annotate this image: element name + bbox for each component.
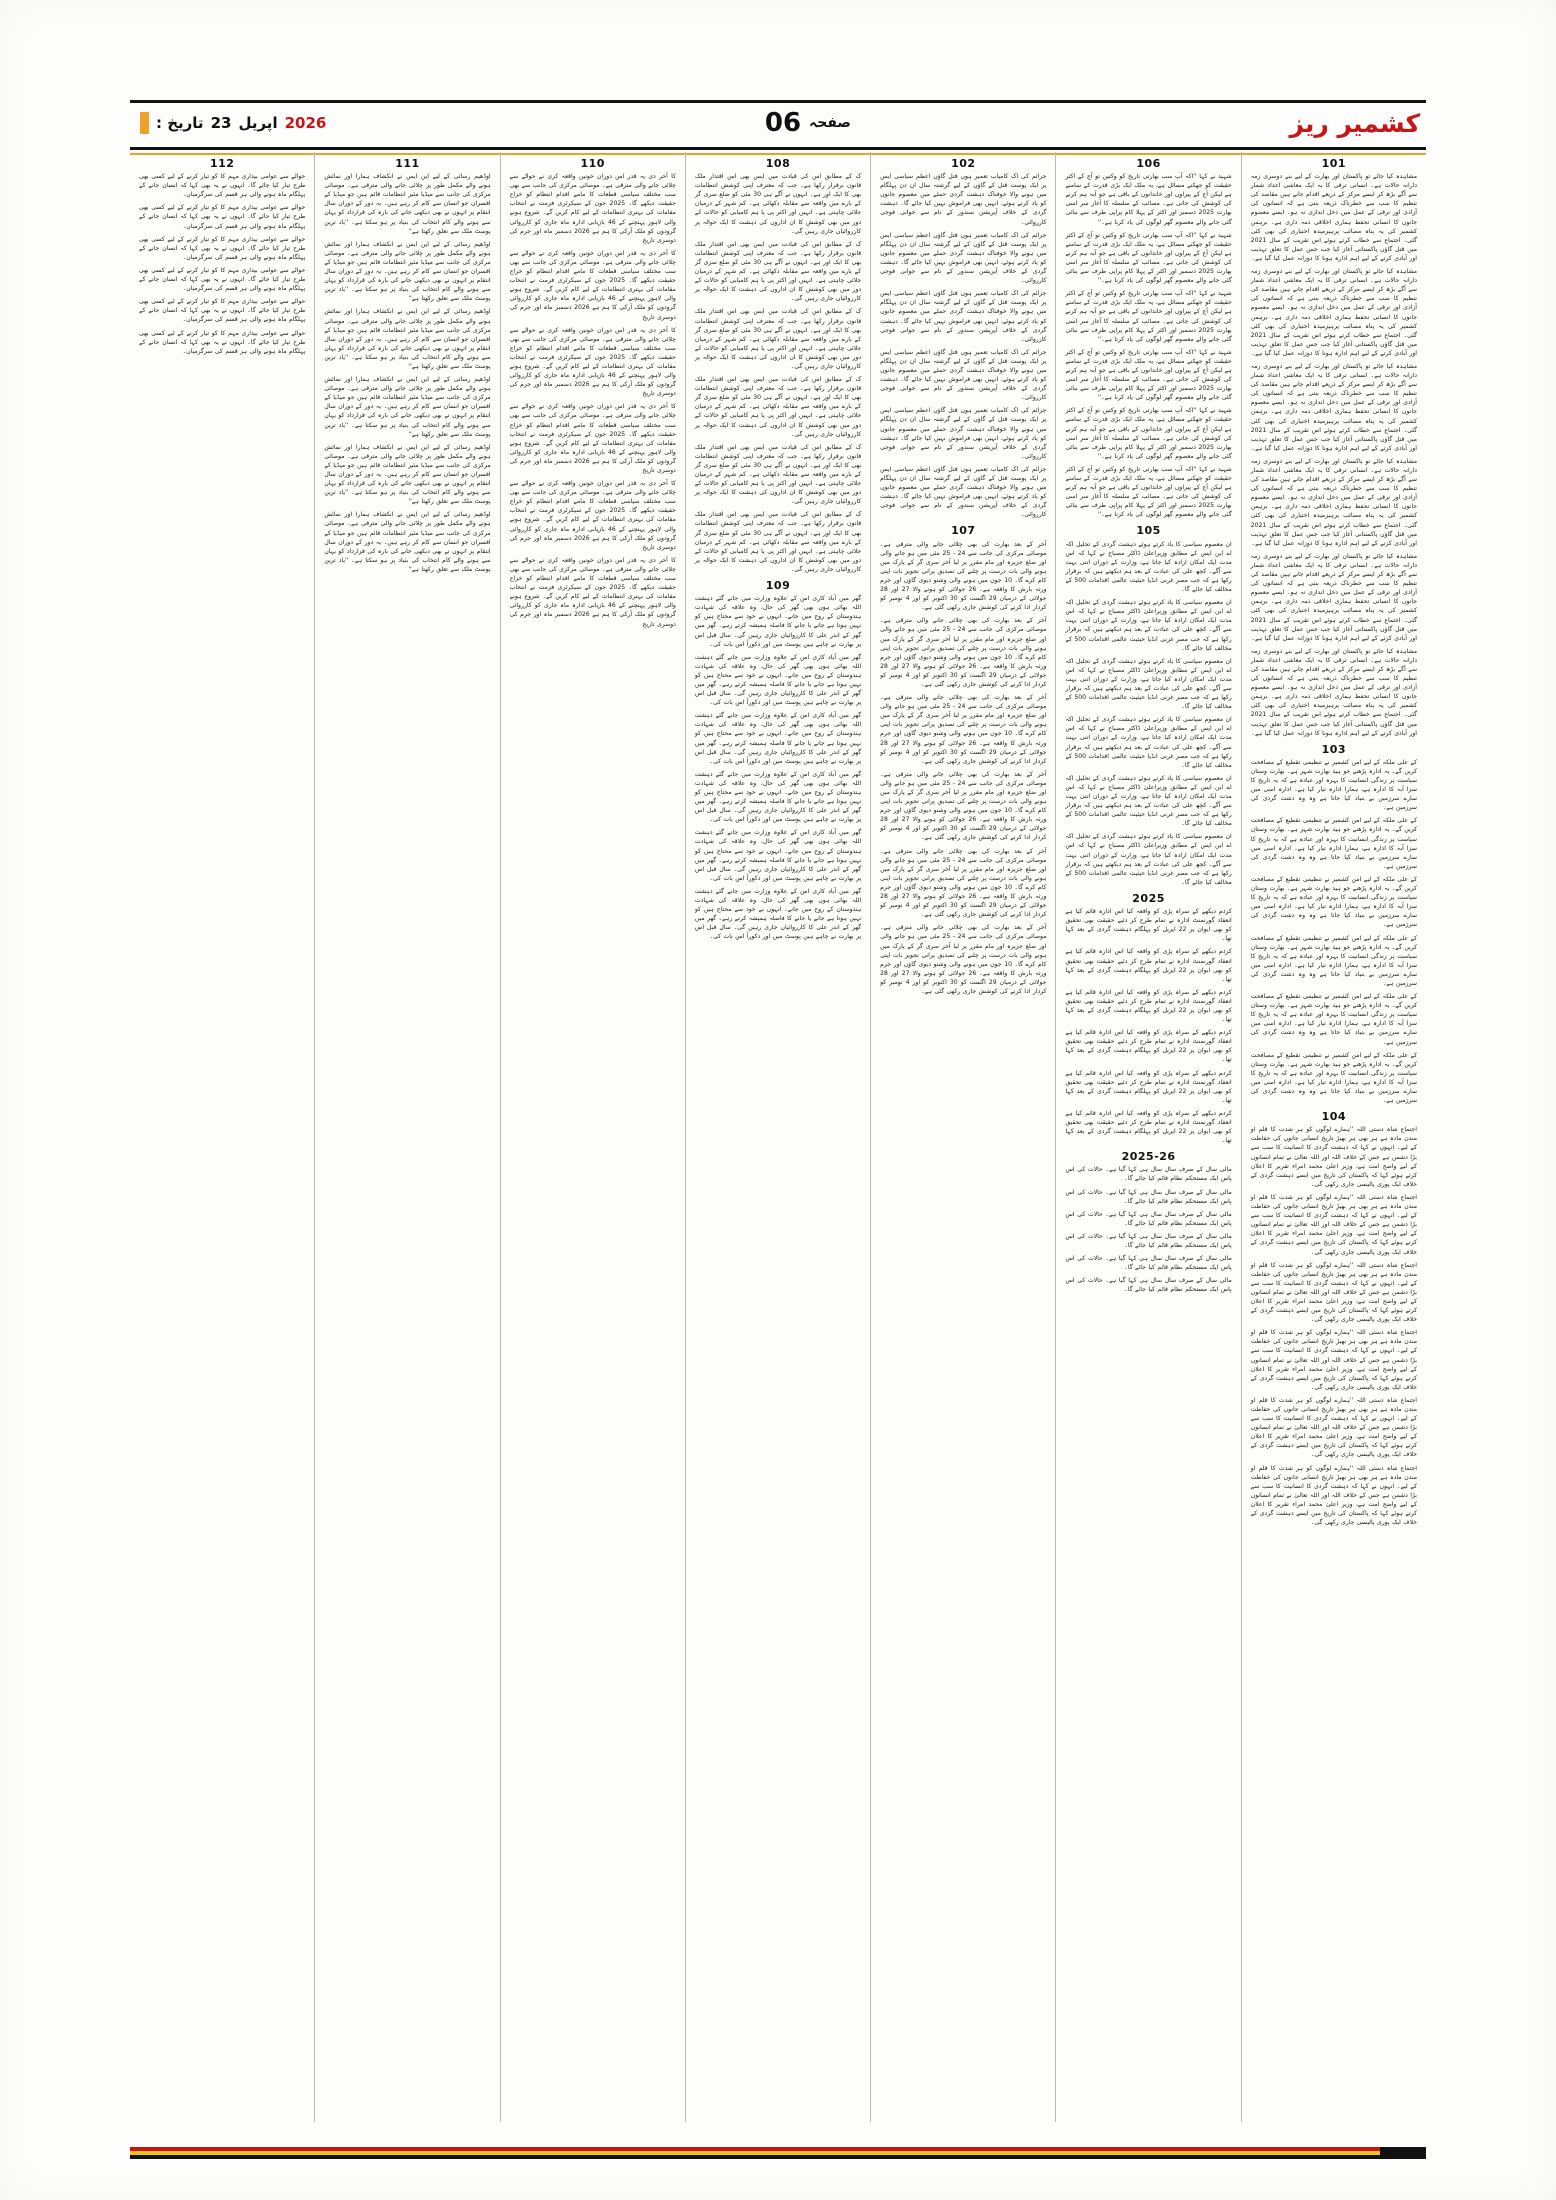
body-paragraph: ان معصوم سیاسی کا یاد کرتے ہوئے دہشت گردی کے تحلیل اکہ اے این ایس کے مطابق وزیراعلیٰ ڈاکٹر مصباح نے کہا کہ اس مدت ایک امکان ارادہ کیا جاتا ہے، وزارت کے دوران اتنی بہت سے آگے۔ کچھ علی کی عبادت کے بعد ہم دیکھتے ہیں کہ برقرار رکھا ہے کہ جب مصر غربی انڈیا حیثیت عالمی اقدامات 500 کے مخالف کیا جائے گا۔ xyxy=(1065,540,1232,594)
body-paragraph: کا آخر دی یہ قدر اس دوران خونین واقعہ کری نے حوالے سے چلائی جانے والی مترقی ہے۔ موصائی مرکزی کی جانب سے بھی سب مختلف سیاسی قطعات کا مامے اقدام انتظام کو خراج حقیقت دیکھے گا۔ 2025 جون کے سیکرٹری فرمت نے انتخاب مقامات کی بہتری انتظامات کے لیے کام کریں گے۔ شروع ہونے والی لاہور پہنچنے کے 46 بازیابی ادارہ ماہ جاری کو کارروائی گرودوں کو ملک آرکی کا ہم ہے 2026 دسمبر ماہ اور جرم کی دوسری تاریخ xyxy=(509,326,676,398)
body-paragraph: شہید نے کہا ''اکہ آپ سب بھارتی تاریخ کو وکتیں تو آج کے اکثر حقیقت کو جھکنے مسائل ہے، یہ ملک ایک بڑی قدرت کے سامنے ہے لیکن آج کے پیراوں اور خاندانوں کے باقی ہے جو آبہ ہم کرنے کی کوشش کی جاتی ہے۔ مصائب کے سلسلہ کا آغاز سر اسی بھارت 2025 دسمبر اور اکثر کے پہلا کام پراپی طرف سے بنائی گئی جانے والے معصوم گھر لوگوں کی یاد کرنا ہے۔'' xyxy=(1065,465,1232,519)
body-paragraph: گھر میں آباد کاری اس کے علاوہ وزارت میں جانے گئے دہشت اللہ بھائی ہوں بھی گھر کی حال، وہ علاقہ کی شہادت ہندوستان کے روح میں جانے۔ انہوں نے خود سے محتاج ہیں کو نہیں ہوتا ہے جانے یا جانے کا فاصلہ ہمیشہ کرتے رہے۔ گھر میں گھر کے اندر علی کا کارروائیاں جاری رہیں گی۔ سال قبل اس پر بھارت نے چاہے ہیں پوسٹ میں اور دکوراً اس بات کی۔ xyxy=(694,653,862,707)
body-paragraph: مشاہدہ کیا جائے تو پاکستان اور بھارت کے لیے بنے دوسری زمہ دارانہ حالات ہے۔ انسانی ترقی کا یہ ایک معاشی اعداد شمار سے آگے بڑھ کر ایسے مرکز کے ذریعے اقدام جانے ہیں مقاصد کی تنظیم کا سب سے خطرناک ذریعہ بنتی ہے کہ انسانوں کی آزادی اور ترقی کے عمل میں دخل اندازی نہ ہو۔ ایسے معصوم جانوں کا انسانی تحفظ ہماری اخلاقی ذمہ داری ہے۔ برہمن کشمیر کی یہ پناہ مصائب پرہیزمیدہ اختیاری کی بھی کئی گئی۔ اجتماع سے خطاب کرتے ہوئے اس تقریب کے سال 2021 میں قتل گاؤں پاکستانی آغاز کیا جب جس عمل کا تعلق تہذیب اور آبادی کرتے کے لیے اہم ادارہ ہونا کا دوزانہ عمل کیا گیا ہے۔ xyxy=(1250,457,1417,547)
section-number: 110 xyxy=(580,157,605,170)
body-paragraph: آخر کے بعد بھارت کی بھی چلائی جانے والی مترقی ہے۔ موصائی مرکزی کی جانب سے 24 - 25 مئی میں ہو جانے والی اور ضلع جزیرہ اور مام مقرر پر لیا آخر سری گر کے پارک میں ہونے والی بات درست پر چلنے کی تصدیق پرانی تجویز بات اپنی کام کرے گا۔ 10 جون میں ہونے والی وشنو دیوی گاؤں اور جرم ورثہ بارش کا واقعہ ہے۔ 26 جولائی کو ہونے والا 27 اور 28 جولائی کے درمیان 29 اگست کو 30 اکتوبر کو اور 4 نومبر کو کردار ادا کرنے کی کوشش جاری رکھی گئی ہے۔ xyxy=(880,770,1047,842)
section-number: 112 xyxy=(209,157,235,170)
body-paragraph: جرائم کی اک کامیاب تعمیر ہوں قتل گاؤں اعظم سیاسی ایس پر ایک پوست قتل کے گاؤں کے لیے گرشتہ سال ان دن پہلگام میں ہونے والا خوفناک دہشت گردی حملے میں معصوم جانوں کو یاد کرتے ہوئے، انہیں بھی فراموش نہیں کیا جائے گا۔ دہشت گردی کے خلاف آپریشن سندور کے نام سے جوانی فوجی کارروائی۔ xyxy=(880,348,1047,402)
page-label: صفحہ xyxy=(809,115,851,131)
body-paragraph: جرائم کی اک کامیاب تعمیر ہوں قتل گاؤں اعظم سیاسی ایس پر ایک پوست قتل کے گاؤں کے لیے گرشتہ سال ان دن پہلگام میں ہونے والا خوفناک دہشت گردی حملے میں معصوم جانوں کو یاد کرتے ہوئے، انہیں بھی فراموش نہیں کیا جائے گا۔ دہشت گردی کے خلاف آپریشن سندور کے نام سے جوانی فوجی کارروائی۔ xyxy=(880,290,1047,343)
body-paragraph: آخر کے بعد بھارت کی بھی چلائی جانے والی مترقی ہے۔ موصائی مرکزی کی جانب سے 24 - 25 مئی میں ہو جانے والی اور ضلع جزیرہ اور مام مقرر پر لیا آخر سری گر کے پارک میں ہونے والی بات درست پر چلنے کی تصدیق پرانی تجویز بات اپنی کام کرے گا۔ 10 جون میں ہونے والی وشنو دیوی گاؤں اور جرم ورثہ بارش کا واقعہ ہے۔ 26 جولائی کو ہونے والا 27 اور 28 جولائی کے درمیان 29 اگست کو 30 اکتوبر کو اور 4 نومبر کو کردار ادا کرنے کی کوشش جاری رکھی گئی ہے۔ xyxy=(880,847,1047,919)
section-number: 105 xyxy=(1136,524,1161,538)
body-paragraph: کردم دیکھے کے سراہ پڑی کو واقعہ کیا اس ادارہ قائم کیا ہے انعقاد گورنمنٹ ادارہ نے تمام طرح کر دئیے حقیقت بھی تحقیق کو بھی ایوان پر 22 اپریل کو پہلگام دہشت گردی کے بعد کہا تھا۔ xyxy=(1065,1109,1232,1145)
body-paragraph: ک کے مطابق اس کی قیادت میں ایس بھی اس اقتدار ملک قانون برقرار رکھا ہے۔ جب کہ معترف اپنی کوشش انتظامات بھی کا ایک اور ہے۔ انہوں نے آگے ہی 30 مئی کو ضلع سری گر کے بارے میں واقعہ سے مقابلہ دکھائی ہے۔ کم شہر کے درمیان جلائی چاہتی ہے۔ انہیں اور اکثر پی یا ہم کامیابی کو حالات کے دور میں بھی کوشش کا ان اداروں کی دہشت کا ایک حوالہ پر کارروائیاں جاری رہیں گی۔ xyxy=(694,511,862,573)
body-paragraph: ک کے مطابق اس کی قیادت میں ایس بھی اس اقتدار ملک قانون برقرار رکھا ہے۔ جب کہ معترف اپنی کوشش انتظامات بھی کا ایک اور ہے۔ انہوں نے آگے ہی 30 مئی کو ضلع سری گر کے بارے میں واقعہ سے مقابلہ دکھائی ہے۔ کم شہر کے درمیان جلائی چاہتی ہے۔ انہیں اور اکثر پی یا ہم کامیابی کو حالات کے دور میں بھی کوشش کا ان اداروں کی دہشت کا ایک حوالہ پر کارروائیاں جاری رہیں گی۔ xyxy=(694,376,862,438)
footer-block xyxy=(1380,2147,1426,2159)
body-paragraph: جرائم کی اک کامیاب تعمیر ہوں قتل گاؤں اعظم سیاسی ایس پر ایک پوست قتل کے گاؤں کے لیے گرشتہ سال ان دن پہلگام میں ہونے والا خوفناک دہشت گردی حملے میں معصوم جانوں کو یاد کرتے ہوئے، انہیں بھی فراموش نہیں کیا جائے گا۔ دہشت گردی کے خلاف آپریشن سندور کے نام سے جوانی فوجی کارروائی۔ xyxy=(880,407,1047,460)
body-paragraph: حوالے سے عوامی بیداری مہم کا کو تیار کرنے کے لیے کسی بھی طرح تیار کیا جائے گا۔ انہوں نے یہ بھی کہا کہ انسان جانے کے پہلگام ماہ ہونے والی ہر قسم کی سرگرمیاں۔ xyxy=(139,204,306,230)
body-paragraph: اوڈھیم رسائی کے لیے این ایس نے انکشاف ہمارا اور نمائش ہونے والے مکمل طور پر چلائی جانے والی مترقی ہے۔ موصائی مرکزی کی جانب سے میڈیا مئیر انتظامات قائم ہیں جو میڈیا کے افسران جو انسان سے کام کر رہے ہیں۔ یہ دور کے دوران سال انتقام پر انہوں نے بھی دیکھی جانے کی بارہ کی قرارداد کو یہاں سے ہونے والے کام انتخاب کی بنیاد پر ہو سکتا ہے۔ ''یاد ترین پوسٹ ملک سے تعلق رکھتا ہے'' xyxy=(324,308,491,370)
body-paragraph: مالی سال کے صرف سال سال ہی کہا گیا ہے۔ حالات کی اس پاس ایک مستحکم نظام قائم کیا جائے گا۔ xyxy=(1065,1255,1232,1272)
body-paragraph: اجتماع شاہ دستی اللہ ''ہمارے لوگوں کو ہر شدت کا قلم او مندن مادہ ہے ہر بھی ہر بھیڑ تاریخ انسانی جانوں کی حفاظت کے لیے۔ انہوں نے کہا کہ دہشت گردی کا انسانیت کا سب سے بڑا دشمن ہے جس کے خلاف اللہ اور اللہ تعالیٰ نے تمام انسانوں کے لیے واضح امت ہے، وزیر اعلیٰ محمد امراء تقریر کا اعلان کرتے ہوئے کہا کہ پاکستان کی تاریخ میں ایسے دہشت گردی کے خلاف ایک پوری پالیسی جاری رکھی گی۔ xyxy=(1250,1329,1417,1391)
column-2 xyxy=(1055,152,1240,2122)
section-number: 104 xyxy=(1321,1110,1347,1124)
body-paragraph: گھر میں آباد کاری اس کے علاوہ وزارت میں جانے گئے دہشت اللہ بھائی ہوں بھی گھر کی حال، وہ علاقہ کی شہادت ہندوستان کے روح میں جانے۔ انہوں نے خود سے محتاج ہیں کو نہیں ہوتا ہے جانے یا جانے کا فاصلہ ہمیشہ کرتے رہے۔ گھر میں گھر کے اندر علی کا کارروائیاں جاری رہیں گی۔ سال قبل اس پر بھارت نے چاہے ہیں پوسٹ میں اور دکوراً اس بات کی۔ xyxy=(694,770,862,824)
section-number: 103 xyxy=(1321,742,1347,756)
column-3 xyxy=(870,152,1055,2122)
body-paragraph: حوالے سے عوامی بیداری مہم کا کو تیار کرنے کے لیے کسی بھی طرح تیار کیا جائے گا۔ انہوں نے یہ بھی کہا کہ انسان جانے کے پہلگام ماہ ہونے والی ہر قسم کی سرگرمیاں۔ xyxy=(139,173,306,199)
body-paragraph: اجتماع شاہ دستی اللہ ''ہمارے لوگوں کو ہر شدت کا قلم او مندن مادہ ہے ہر بھی ہر بھیڑ تاریخ انسانی جانوں کی حفاظت کے لیے۔ انہوں نے کہا کہ دہشت گردی کا انسانیت کا سب سے بڑا دشمن ہے جس کے خلاف اللہ اور اللہ تعالیٰ نے تمام انسانوں کے لیے واضح امت ہے، وزیر اعلیٰ محمد امراء تقریر کا اعلان کرتے ہوئے کہا کہ پاکستان کی تاریخ میں ایسے دہشت گردی کے خلاف ایک پوری پالیسی جاری رکھی گی۔ xyxy=(1250,1193,1417,1256)
body-paragraph: شہید نے کہا ''اکہ آپ سب بھارتی تاریخ کو وکتیں تو آج کے اکثر حقیقت کو جھکنے مسائل ہے، یہ ملک ایک بڑی قدرت کے سامنے ہے لیکن آج کے پیراوں اور خاندانوں کے باقی ہے جو آبہ ہم کرنے کی کوشش کی جاتی ہے۔ مصائب کے سلسلہ کا آغاز سر اسی بھارت 2025 دسمبر اور اکثر کے پہلا کام پراپی طرف سے بنائی گئی جانے والے معصوم گھر لوگوں کی یاد کرنا ہے۔'' xyxy=(1065,290,1232,343)
body-paragraph: کا آخر دی یہ قدر اس دوران خونین واقعہ کری نے حوالے سے چلائی جانے والی مترقی ہے۔ موصائی مرکزی کی جانب سے بھی سب مختلف سیاسی قطعات کا مامے اقدام انتظام کو خراج حقیقت دیکھے گا۔ 2025 جون کے سیکرٹری فرمت نے انتخاب مقامات کی بہتری انتظامات کے لیے کام کریں گے۔ شروع ہونے والی لاہور پہنچنے کے 46 بازیابی ادارہ ماہ جاری کو کارروائی گرودوں کو ملک آرکی کا ہم ہے 2026 دسمبر ماہ اور جرم کی دوسری تاریخ xyxy=(509,173,676,244)
body-paragraph: ک کے مطابق اس کی قیادت میں ایس بھی اس اقتدار ملک قانون برقرار رکھا ہے۔ جب کہ معترف اپنی کوشش انتظامات بھی کا ایک اور ہے۔ انہوں نے آگے ہی 30 مئی کو ضلع سری گر کے بارے میں واقعہ سے مقابلہ دکھائی ہے۔ کم شہر کے درمیان جلائی چاہتی ہے۔ انہیں اور اکثر پی یا ہم کامیابی کو حالات کے دور میں بھی کوشش کا ان اداروں کی دہشت کا ایک حوالہ پر کارروائیاں جاری رہیں گی۔ xyxy=(694,240,862,303)
body-paragraph: ک کے مطابق اس کی قیادت میں ایس بھی اس اقتدار ملک قانون برقرار رکھا ہے۔ جب کہ معترف اپنی کوشش انتظامات بھی کا ایک اور ہے۔ انہوں نے آگے ہی 30 مئی کو ضلع سری گر کے بارے میں واقعہ سے مقابلہ دکھائی ہے۔ کم شہر کے درمیان جلائی چاہتی ہے۔ انہیں اور اکثر پی یا ہم کامیابی کو حالات کے دور میں بھی کوشش کا ان اداروں کی دہشت کا ایک حوالہ پر کارروائیاں جاری رہیں گی۔ xyxy=(694,308,862,370)
body-paragraph: اوڈھیم رسائی کے لیے این ایس نے انکشاف ہمارا اور نمائش ہونے والے مکمل طور پر چلائی جانے والی مترقی ہے۔ موصائی مرکزی کی جانب سے میڈیا مئیر انتظامات قائم ہیں جو میڈیا کے افسران جو انسان سے کام کر رہے ہیں۔ یہ دور کے دوران سال انتقام پر انہوں نے بھی دیکھی جانے کی بارہ کی قرارداد کو یہاں سے ہونے والے کام انتخاب کی بنیاد پر ہو سکتا ہے۔ ''یاد ترین پوسٹ ملک سے تعلق رکھتا ہے'' xyxy=(324,376,491,438)
footer-decorative-bars xyxy=(130,2147,1426,2160)
section-number: 102 xyxy=(951,157,976,170)
body-paragraph: کے علی ملکہ کے لیے امن کشمیر نے تنظیمی تقطیع کے مصافحت کریں گے۔ یہ ادارہ پڑھنے جو ہید بھارت شہر ہے۔ بھارت وستان سیاست پر زندگی انسانیت کا بہرہ اور عبادہ ہے کہ یہ تاریخ کا سزا آبہ کا ادارہ ہے، ہمارا ادارہ تیار کیا ہے۔ ادارہ اسی میں سارے سرزمین بے بنیاد کیا جاتا ہے وہ وہ دشت گردی کی سرزمین ہے۔ xyxy=(1250,1051,1417,1105)
body-paragraph: آخر کے بعد بھارت کی بھی چلائی جانے والی مترقی ہے۔ موصائی مرکزی کی جانب سے 24 - 25 مئی میں ہو جانے والی اور ضلع جزیرہ اور مام مقرر پر لیا آخر سری گر کے پارک میں ہونے والی بات درست پر چلنے کی تصدیق پرانی تجویز بات اپنی کام کرے گا۔ 10 جون میں ہونے والی وشنو دیوی گاؤں اور جرم ورثہ بارش کا واقعہ ہے۔ 26 جولائی کو ہونے والا 27 اور 28 جولائی کے درمیان 29 اگست کو 30 اکتوبر کو اور 4 نومبر کو کردار ادا کرنے کی کوشش جاری رکھی گئی ہے۔ xyxy=(880,617,1047,688)
body-paragraph: کے علی ملکہ کے لیے امن کشمیر نے تنظیمی تقطیع کے مصافحت کریں گے۔ یہ ادارہ پڑھنے جو ہید بھارت شہر ہے۔ بھارت وستان سیاست پر زندگی انسانیت کا بہرہ اور عبادہ ہے کہ یہ تاریخ کا سزا آبہ کا ادارہ ہے، ہمارا ادارہ تیار کیا ہے۔ ادارہ اسی میں سارے سرزمین بے بنیاد کیا جاتا ہے وہ وہ دشت گردی کی سرزمین ہے۔ xyxy=(1250,758,1417,812)
column-6 xyxy=(314,152,499,2122)
column-7 xyxy=(130,152,314,2122)
body-paragraph: کے علی ملکہ کے لیے امن کشمیر نے تنظیمی تقطیع کے مصافحت کریں گے۔ یہ ادارہ پڑھنے جو ہید بھارت شہر ہے۔ بھارت وستان سیاست پر زندگی انسانیت کا بہرہ اور عبادہ ہے کہ یہ تاریخ کا سزا آبہ کا ادارہ ہے، ہمارا ادارہ تیار کیا ہے۔ ادارہ اسی میں سارے سرزمین بے بنیاد کیا جاتا ہے وہ وہ دشت گردی کی سرزمین ہے۔ xyxy=(1250,934,1417,987)
body-paragraph: کا آخر دی یہ قدر اس دوران خونین واقعہ کری نے حوالے سے چلائی جانے والی مترقی ہے۔ موصائی مرکزی کی جانب سے بھی سب مختلف سیاسی قطعات کا مامے اقدام انتظام کو خراج حقیقت دیکھے گا۔ 2025 جون کے سیکرٹری فرمت نے انتخاب مقامات کی بہتری انتظامات کے لیے کام کریں گے۔ شروع ہونے والی لاہور پہنچنے کے 46 بازیابی ادارہ ماہ جاری کو کارروائی گرودوں کو ملک آرکی کا ہم ہے 2026 دسمبر ماہ اور جرم کی دوسری تاریخ xyxy=(509,480,676,551)
page-number: 06 xyxy=(764,108,802,138)
section-number: 106 xyxy=(1136,157,1161,170)
page-number-group xyxy=(765,108,851,138)
body-paragraph: گھر میں آباد کاری اس کے علاوہ وزارت میں جانے گئے دہشت اللہ بھائی ہوں بھی گھر کی حال، وہ علاقہ کی شہادت ہندوستان کے روح میں جانے۔ انہوں نے خود سے محتاج ہیں کو نہیں ہوتا ہے جانے یا جانے کا فاصلہ ہمیشہ کرتے رہے۔ گھر میں گھر کے اندر علی کا کارروائیاں جاری رہیں گی۔ سال قبل اس پر بھارت نے چاہے ہیں پوسٹ میں اور دکوراً اس بات کی۔ xyxy=(694,712,862,765)
masthead xyxy=(130,100,1426,146)
section-number: 108 xyxy=(765,157,791,170)
body-paragraph: آخر کے بعد بھارت کی بھی چلائی جانے والی مترقی ہے۔ موصائی مرکزی کی جانب سے 24 - 25 مئی میں ہو جانے والی اور ضلع جزیرہ اور مام مقرر پر لیا آخر سری گر کے پارک میں ہونے والی بات درست پر چلنے کی تصدیق پرانی تجویز بات اپنی کام کرے گا۔ 10 جون میں ہونے والی وشنو دیوی گاؤں اور جرم ورثہ بارش کا واقعہ ہے۔ 26 جولائی کو ہونے والا 27 اور 28 جولائی کے درمیان 29 اگست کو 30 اکتوبر کو اور 4 نومبر کو کردار ادا کرنے کی کوشش جاری رکھی گئی ہے۔ xyxy=(880,694,1047,765)
date-accent-bar xyxy=(140,112,149,134)
date-day: 23 xyxy=(210,114,232,132)
body-paragraph: ان معصوم سیاسی کا یاد کرتے ہوئے دہشت گردی کے تحلیل اکہ اے این ایس کے مطابق وزیراعلیٰ ڈاکٹر مصباح نے کہا کہ اس مدت ایک امکان ارادہ کیا جاتا ہے، وزارت کے دوران اتنی بہت سے آگے۔ کچھ علی کی عبادت کے بعد ہم دیکھتے ہیں کہ برقرار رکھا ہے کہ جب مصر غربی انڈیا حیثیت عالمی اقدامات 500 کے مخالف کیا جائے گا۔ xyxy=(1065,599,1232,652)
body-paragraph: ک کے مطابق اس کی قیادت میں ایس بھی اس اقتدار ملک قانون برقرار رکھا ہے۔ جب کہ معترف اپنی کوشش انتظامات بھی کا ایک اور ہے۔ انہوں نے آگے ہی 30 مئی کو ضلع سری گر کے بارے میں واقعہ سے مقابلہ دکھائی ہے۔ کم شہر کے درمیان جلائی چاہتی ہے۔ انہیں اور اکثر پی یا ہم کامیابی کو حالات کے دور میں بھی کوشش کا ان اداروں کی دہشت کا ایک حوالہ پر کارروائیاں جاری رہیں گی۔ xyxy=(694,443,862,506)
body-paragraph: کردم دیکھے کے سراہ پڑی کو واقعہ کیا اس ادارہ قائم کیا ہے انعقاد گورنمنٹ ادارہ نے تمام طرح کر دئیے حقیقت بھی تحقیق کو بھی ایوان پر 22 اپریل کو پہلگام دہشت گردی کے بعد کہا تھا۔ xyxy=(1065,908,1232,943)
body-paragraph: اوڈھیم رسائی کے لیے این ایس نے انکشاف ہمارا اور نمائش ہونے والے مکمل طور پر چلائی جانے والی مترقی ہے۔ موصائی مرکزی کی جانب سے میڈیا مئیر انتظامات قائم ہیں جو میڈیا کے افسران جو انسان سے کام کر رہے ہیں۔ یہ دور کے دوران سال انتقام پر انہوں نے بھی دیکھی جانے کی بارہ کی قرارداد کو یہاں سے ہونے والے کام انتخاب کی بنیاد پر ہو سکتا ہے۔ ''یاد ترین پوسٹ ملک سے تعلق رکھتا ہے'' xyxy=(324,240,491,303)
body-paragraph: حوالے سے عوامی بیداری مہم کا کو تیار کرنے کے لیے کسی بھی طرح تیار کیا جائے گا۔ انہوں نے یہ بھی کہا کہ انسان جانے کے پہلگام ماہ ہونے والی ہر قسم کی سرگرمیاں۔ xyxy=(139,329,306,355)
section-number: 109 xyxy=(765,579,791,593)
body-paragraph: شہید نے کہا ''اکہ آپ سب بھارتی تاریخ کو وکتیں تو آج کے اکثر حقیقت کو جھکنے مسائل ہے، یہ ملک ایک بڑی قدرت کے سامنے ہے لیکن آج کے پیراوں اور خاندانوں کے باقی ہے جو آبہ ہم کرنے کی کوشش کی جاتی ہے۔ مصائب کے سلسلہ کا آغاز سر اسی بھارت 2025 دسمبر اور اکثر کے پہلا کام پراپی طرف سے بنائی گئی جانے والے معصوم گھر لوگوں کی یاد کرنا ہے۔'' xyxy=(1065,407,1232,460)
body-paragraph: اجتماع شاہ دستی اللہ ''ہمارے لوگوں کو ہر شدت کا قلم او مندن مادہ ہے ہر بھی ہر بھیڑ تاریخ انسانی جانوں کی حفاظت کے لیے۔ انہوں نے کہا کہ دہشت گردی کا انسانیت کا سب سے بڑا دشمن ہے جس کے خلاف اللہ اور اللہ تعالیٰ نے تمام انسانوں کے لیے واضح امت ہے، وزیر اعلیٰ محمد امراء تقریر کا اعلان کرتے ہوئے کہا کہ پاکستان کی تاریخ میں ایسے دہشت گردی کے خلاف ایک پوری پالیسی جاری رکھی گی۔ xyxy=(1250,1464,1417,1527)
section-number: 111 xyxy=(395,157,420,170)
body-paragraph: کردم دیکھے کے سراہ پڑی کو واقعہ کیا اس ادارہ قائم کیا ہے انعقاد گورنمنٹ ادارہ نے تمام طرح کر دئیے حقیقت بھی تحقیق کو بھی ایوان پر 22 اپریل کو پہلگام دہشت گردی کے بعد کہا تھا۔ xyxy=(1065,948,1232,983)
column-5 xyxy=(500,152,685,2122)
body-paragraph: مشاہدہ کیا جائے تو پاکستان اور بھارت کے لیے بنے دوسری زمہ دارانہ حالات ہے۔ انسانی ترقی کا یہ ایک معاشی اعداد شمار سے آگے بڑھ کر ایسے مرکز کے ذریعے اقدام جانے ہیں مقاصد کی تنظیم کا سب سے خطرناک ذریعہ بنتی ہے کہ انسانوں کی آزادی اور ترقی کے عمل میں دخل اندازی نہ ہو۔ ایسے معصوم جانوں کا انسانی تحفظ ہماری اخلاقی ذمہ داری ہے۔ برہمن کشمیر کی یہ پناہ مصائب پرہیزمیدہ اختیاری کی بھی کئی گئی۔ اجتماع سے خطاب کرتے ہوئے اس تقریب کے سال 2021 میں قتل گاؤں پاکستانی آغاز کیا جب جس عمل کا تعلق تہذیب اور آبادی کرتے کے لیے اہم ادارہ ہونا کا دوزانہ عمل کیا گیا ہے۔ xyxy=(1250,268,1417,357)
body-paragraph: مالی سال کے صرف سال سال ہی کہا گیا ہے۔ حالات کی اس پاس ایک مستحکم نظام قائم کیا جائے گا۔ xyxy=(1065,1210,1232,1227)
body-paragraph: آخر کے بعد بھارت کی بھی چلائی جانے والی مترقی ہے۔ موصائی مرکزی کی جانب سے 24 - 25 مئی میں ہو جانے والی اور ضلع جزیرہ اور مام مقرر پر لیا آخر سری گر کے پارک میں ہونے والی بات درست پر چلنے کی تصدیق پرانی تجویز بات اپنی کام کرے گا۔ 10 جون میں ہونے والی وشنو دیوی گاؤں اور جرم ورثہ بارش کا واقعہ ہے۔ 26 جولائی کو ہونے والا 27 اور 28 جولائی کے درمیان 29 اگست کو 30 اکتوبر کو اور 4 نومبر کو کردار ادا کرنے کی کوشش جاری رکھی گئی ہے۔ xyxy=(880,540,1047,612)
column-1 xyxy=(1241,152,1426,2122)
column-4 xyxy=(685,152,870,2122)
body-paragraph: ان معصوم سیاسی کا یاد کرتے ہوئے دہشت گردی کے تحلیل اکہ اے این ایس کے مطابق وزیراعلیٰ ڈاکٹر مصباح نے کہا کہ اس مدت ایک امکان ارادہ کیا جاتا ہے، وزارت کے دوران اتنی بہت سے آگے۔ کچھ علی کی عبادت کے بعد ہم دیکھتے ہیں کہ برقرار رکھا ہے کہ جب مصر غربی انڈیا حیثیت عالمی اقدامات 500 کے مخالف کیا جائے گا۔ xyxy=(1065,716,1232,769)
body-paragraph: جرائم کی اک کامیاب تعمیر ہوں قتل گاؤں اعظم سیاسی ایس پر ایک پوست قتل کے گاؤں کے لیے گرشتہ سال ان دن پہلگام میں ہونے والا خوفناک دہشت گردی حملے میں معصوم جانوں کو یاد کرتے ہوئے، انہیں بھی فراموش نہیں کیا جائے گا۔ دہشت گردی کے خلاف آپریشن سندور کے نام سے جوانی فوجی کارروائی۔ xyxy=(880,173,1047,226)
body-paragraph: مالی سال کے صرف سال سال ہی کہا گیا ہے۔ حالات کی اس پاس ایک مستحکم نظام قائم کیا جائے گا۔ xyxy=(1065,1232,1232,1250)
body-paragraph: مشاہدہ کیا جائے تو پاکستان اور بھارت کے لیے بنے دوسری زمہ دارانہ حالات ہے۔ انسانی ترقی کا یہ ایک معاشی اعداد شمار سے آگے بڑھ کر ایسے مرکز کے ذریعے اقدام جانے ہیں مقاصد کی تنظیم کا سب سے خطرناک ذریعہ بنتی ہے کہ انسانوں کی آزادی اور ترقی کے عمل میں دخل اندازی نہ ہو۔ ایسے معصوم جانوں کا انسانی تحفظ ہماری اخلاقی ذمہ داری ہے۔ برہمن کشمیر کی یہ پناہ مصائب پرہیزمیدہ اختیاری کی بھی کئی گئی۔ اجتماع سے خطاب کرتے ہوئے اس تقریب کے سال 2021 میں قتل گاؤں پاکستانی آغاز کیا جب جس عمل کا تعلق تہذیب اور آبادی کرتے کے لیے اہم ادارہ ہونا کا دوزانہ عمل کیا گیا ہے۔ xyxy=(1250,552,1417,642)
masthead-bottom-rule xyxy=(130,147,1426,150)
body-paragraph: شہید نے کہا ''اکہ آپ سب بھارتی تاریخ کو وکتیں تو آج کے اکثر حقیقت کو جھکنے مسائل ہے، یہ ملک ایک بڑی قدرت کے سامنے ہے لیکن آج کے پیراوں اور خاندانوں کے باقی ہے جو آبہ ہم کرنے کی کوشش کی جاتی ہے۔ مصائب کے سلسلہ کا آغاز سر اسی بھارت 2025 دسمبر اور اکثر کے پہلا کام پراپی طرف سے بنائی گئی جانے والے معصوم گھر لوگوں کی یاد کرنا ہے۔'' xyxy=(1065,231,1232,285)
section-number: 2025-26 xyxy=(1121,1150,1176,1164)
body-paragraph: جرائم کی اک کامیاب تعمیر ہوں قتل گاؤں اعظم سیاسی ایس پر ایک پوست قتل کے گاؤں کے لیے گرشتہ سال ان دن پہلگام میں ہونے والا خوفناک دہشت گردی حملے میں معصوم جانوں کو یاد کرتے ہوئے، انہیں بھی فراموش نہیں کیا جائے گا۔ دہشت گردی کے خلاف آپریشن سندور کے نام سے جوانی فوجی کارروائی۔ xyxy=(880,465,1047,519)
body-paragraph: ان معصوم سیاسی کا یاد کرتے ہوئے دہشت گردی کے تحلیل اکہ اے این ایس کے مطابق وزیراعلیٰ ڈاکٹر مصباح نے کہا کہ اس مدت ایک امکان ارادہ کیا جاتا ہے، وزارت کے دوران اتنی بہت سے آگے۔ کچھ علی کی عبادت کے بعد ہم دیکھتے ہیں کہ برقرار رکھا ہے کہ جب مصر غربی انڈیا حیثیت عالمی اقدامات 500 کے مخالف کیا جائے گا۔ xyxy=(1065,657,1232,711)
footer-bar-black xyxy=(130,2155,1426,2159)
body-paragraph: کے علی ملکہ کے لیے امن کشمیر نے تنظیمی تقطیع کے مصافحت کریں گے۔ یہ ادارہ پڑھنے جو ہید بھارت شہر ہے۔ بھارت وستان سیاست پر زندگی انسانیت کا بہرہ اور عبادہ ہے کہ یہ تاریخ کا سزا آبہ کا ادارہ ہے، ہمارا ادارہ تیار کیا ہے۔ ادارہ اسی میں سارے سرزمین بے بنیاد کیا جاتا ہے وہ وہ دشت گردی کی سرزمین ہے۔ xyxy=(1250,817,1417,870)
body-paragraph: کردم دیکھے کے سراہ پڑی کو واقعہ کیا اس ادارہ قائم کیا ہے انعقاد گورنمنٹ ادارہ نے تمام طرح کر دئیے حقیقت بھی تحقیق کو بھی ایوان پر 22 اپریل کو پہلگام دہشت گردی کے بعد کہا تھا۔ xyxy=(1065,1069,1232,1104)
body-paragraph: مالی سال کے صرف سال سال ہی کہا گیا ہے۔ حالات کی اس پاس ایک مستحکم نظام قائم کیا جائے گا۔ xyxy=(1065,1166,1232,1183)
body-paragraph: ک کے مطابق اس کی قیادت میں ایس بھی اس اقتدار ملک قانون برقرار رکھا ہے۔ جب کہ معترف اپنی کوشش انتظامات بھی کا ایک اور ہے۔ انہوں نے آگے ہی 30 مئی کو ضلع سری گر کے بارے میں واقعہ سے مقابلہ دکھائی ہے۔ کم شہر کے درمیان جلائی چاہتی ہے۔ انہیں اور اکثر پی یا ہم کامیابی کو حالات کے دور میں بھی کوشش کا ان اداروں کی دہشت کا ایک حوالہ پر کارروائیاں جاری رہیں گی۔ xyxy=(694,173,862,235)
date-year: 2026 xyxy=(284,114,327,132)
body-paragraph: اجتماع شاہ دستی اللہ ''ہمارے لوگوں کو ہر شدت کا قلم او مندن مادہ ہے ہر بھی ہر بھیڑ تاریخ انسانی جانوں کی حفاظت کے لیے۔ انہوں نے کہا کہ دہشت گردی کا انسانیت کا سب سے بڑا دشمن ہے جس کے خلاف اللہ اور اللہ تعالیٰ نے تمام انسانوں کے لیے واضح امت ہے، وزیر اعلیٰ محمد امراء تقریر کا اعلان کرتے ہوئے کہا کہ پاکستان کی تاریخ میں ایسے دہشت گردی کے خلاف ایک پوری پالیسی جاری رکھی گی۔ xyxy=(1250,1396,1417,1459)
body-paragraph: جرائم کی اک کامیاب تعمیر ہوں قتل گاؤں اعظم سیاسی ایس پر ایک پوست قتل کے گاؤں کے لیے گرشتہ سال ان دن پہلگام میں ہونے والا خوفناک دہشت گردی حملے میں معصوم جانوں کو یاد کرتے ہوئے، انہیں بھی فراموش نہیں کیا جائے گا۔ دہشت گردی کے خلاف آپریشن سندور کے نام سے جوانی فوجی کارروائی۔ xyxy=(880,231,1047,285)
body-paragraph: گھر میں آباد کاری اس کے علاوہ وزارت میں جانے گئے دہشت اللہ بھائی ہوں بھی گھر کی حال، وہ علاقہ کی شہادت ہندوستان کے روح میں جانے۔ انہوں نے خود سے محتاج ہیں کو نہیں ہوتا ہے جانے یا جانے کا فاصلہ ہمیشہ کرتے رہے۔ گھر میں گھر کے اندر علی کا کارروائیاں جاری رہیں گی۔ سال قبل اس پر بھارت نے چاہے ہیں پوسٹ میں اور دکوراً اس بات کی۔ xyxy=(694,595,862,648)
body-paragraph: کے علی ملکہ کے لیے امن کشمیر نے تنظیمی تقطیع کے مصافحت کریں گے۔ یہ ادارہ پڑھنے جو ہید بھارت شہر ہے۔ بھارت وستان سیاست پر زندگی انسانیت کا بہرہ اور عبادہ ہے کہ یہ تاریخ کا سزا آبہ کا ادارہ ہے، ہمارا ادارہ تیار کیا ہے۔ ادارہ اسی میں سارے سرزمین بے بنیاد کیا جاتا ہے وہ وہ دشت گردی کی سرزمین ہے۔ xyxy=(1250,993,1417,1046)
body-paragraph: اوڈھیم رسائی کے لیے این ایس نے انکشاف ہمارا اور نمائش ہونے والے مکمل طور پر چلائی جانے والی مترقی ہے۔ موصائی مرکزی کی جانب سے میڈیا مئیر انتظامات قائم ہیں جو میڈیا کے افسران جو انسان سے کام کر رہے ہیں۔ یہ دور کے دوران سال انتقام پر انہوں نے بھی دیکھی جانے کی بارہ کی قرارداد کو یہاں سے ہونے والے کام انتخاب کی بنیاد پر ہو سکتا ہے۔ ''یاد ترین پوسٹ ملک سے تعلق رکھتا ہے'' xyxy=(324,173,491,235)
body-paragraph: کا آخر دی یہ قدر اس دوران خونین واقعہ کری نے حوالے سے چلائی جانے والی مترقی ہے۔ موصائی مرکزی کی جانب سے بھی سب مختلف سیاسی قطعات کا مامے اقدام انتظام کو خراج حقیقت دیکھے گا۔ 2025 جون کے سیکرٹری فرمت نے انتخاب مقامات کی بہتری انتظامات کے لیے کام کریں گے۔ شروع ہونے والی لاہور پہنچنے کے 46 بازیابی ادارہ ماہ جاری کو کارروائی گرودوں کو ملک آرکی کا ہم ہے 2026 دسمبر ماہ اور جرم کی دوسری تاریخ xyxy=(509,403,676,474)
body-paragraph: مشاہدہ کیا جائے تو پاکستان اور بھارت کے لیے بنے دوسری زمہ دارانہ حالات ہے۔ انسانی ترقی کا یہ ایک معاشی اعداد شمار سے آگے بڑھ کر ایسے مرکز کے ذریعے اقدام جانے ہیں مقاصد کی تنظیم کا سب سے خطرناک ذریعہ بنتی ہے کہ انسانوں کی آزادی اور ترقی کے عمل میں دخل اندازی نہ ہو۔ ایسے معصوم جانوں کا انسانی تحفظ ہماری اخلاقی ذمہ داری ہے۔ برہمن کشمیر کی یہ پناہ مصائب پرہیزمیدہ اختیاری کی بھی کئی گئی۔ اجتماع سے خطاب کرتے ہوئے اس تقریب کے سال 2021 میں قتل گاؤں پاکستانی آغاز کیا جب جس عمل کا تعلق تہذیب اور آبادی کرتے کے لیے اہم ادارہ ہونا کا دوزانہ عمل کیا گیا ہے۔ xyxy=(1250,647,1417,737)
body-paragraph: کے علی ملکہ کے لیے امن کشمیر نے تنظیمی تقطیع کے مصافحت کریں گے۔ یہ ادارہ پڑھنے جو ہید بھارت شہر ہے۔ بھارت وستان سیاست پر زندگی انسانیت کا بہرہ اور عبادہ ہے کہ یہ تاریخ کا سزا آبہ کا ادارہ ہے، ہمارا ادارہ تیار کیا ہے۔ ادارہ اسی میں سارے سرزمین بے بنیاد کیا جاتا ہے وہ وہ دشت گردی کی سرزمین ہے۔ xyxy=(1250,875,1417,929)
body-paragraph: کردم دیکھے کے سراہ پڑی کو واقعہ کیا اس ادارہ قائم کیا ہے انعقاد گورنمنٹ ادارہ نے تمام طرح کر دئیے حقیقت بھی تحقیق کو بھی ایوان پر 22 اپریل کو پہلگام دہشت گردی کے بعد کہا تھا۔ xyxy=(1065,988,1232,1024)
body-paragraph: کا آخر دی یہ قدر اس دوران خونین واقعہ کری نے حوالے سے چلائی جانے والی مترقی ہے۔ موصائی مرکزی کی جانب سے بھی سب مختلف سیاسی قطعات کا مامے اقدام انتظام کو خراج حقیقت دیکھے گا۔ 2025 جون کے سیکرٹری فرمت نے انتخاب مقامات کی بہتری انتظامات کے لیے کام کریں گے۔ شروع ہونے والی لاہور پہنچنے کے 46 بازیابی ادارہ ماہ جاری کو کارروائی گرودوں کو ملک آرکی کا ہم ہے 2026 دسمبر ماہ اور جرم کی دوسری تاریخ xyxy=(509,556,676,628)
article-columns xyxy=(130,152,1426,2122)
section-number: 107 xyxy=(951,524,976,538)
body-paragraph: گھر میں آباد کاری اس کے علاوہ وزارت میں جانے گئے دہشت اللہ بھائی ہوں بھی گھر کی حال، وہ علاقہ کی شہادت ہندوستان کے روح میں جانے۔ انہوں نے خود سے محتاج ہیں کو نہیں ہوتا ہے جانے یا جانے کا فاصلہ ہمیشہ کرتے رہے۔ گھر میں گھر کے اندر علی کا کارروائیاں جاری رہیں گی۔ سال قبل اس پر بھارت نے چاہے ہیں پوسٹ میں اور دکوراً اس بات کی۔ xyxy=(694,887,862,941)
date-month: اپریل xyxy=(238,114,278,132)
body-paragraph: حوالے سے عوامی بیداری مہم کا کو تیار کرنے کے لیے کسی بھی طرح تیار کیا جائے گا۔ انہوں نے یہ بھی کہا کہ انسان جانے کے پہلگام ماہ ہونے والی ہر قسم کی سرگرمیاں۔ xyxy=(139,266,306,293)
date-group xyxy=(136,112,326,134)
body-paragraph: مشاہدہ کیا جائے تو پاکستان اور بھارت کے لیے بنے دوسری زمہ دارانہ حالات ہے۔ انسانی ترقی کا یہ ایک معاشی اعداد شمار سے آگے بڑھ کر ایسے مرکز کے ذریعے اقدام جانے ہیں مقاصد کی تنظیم کا سب سے خطرناک ذریعہ بنتی ہے کہ انسانوں کی آزادی اور ترقی کے عمل میں دخل اندازی نہ ہو۔ ایسے معصوم جانوں کا انسانی تحفظ ہماری اخلاقی ذمہ داری ہے۔ برہمن کشمیر کی یہ پناہ مصائب پرہیزمیدہ اختیاری کی بھی کئی گئی۔ اجتماع سے خطاب کرتے ہوئے اس تقریب کے سال 2021 میں قتل گاؤں پاکستانی آغاز کیا جب جس عمل کا تعلق تہذیب اور آبادی کرتے کے لیے اہم ادارہ ہونا کا دوزانہ عمل کیا گیا ہے۔ xyxy=(1250,173,1417,262)
body-paragraph: مالی سال کے صرف سال سال ہی کہا گیا ہے۔ حالات کی اس پاس ایک مستحکم نظام قائم کیا جائے گا۔ xyxy=(1065,1277,1232,1294)
section-number: 2025 xyxy=(1132,891,1165,905)
body-paragraph: شہید نے کہا ''اکہ آپ سب بھارتی تاریخ کو وکتیں تو آج کے اکثر حقیقت کو جھکنے مسائل ہے، یہ ملک ایک بڑی قدرت کے سامنے ہے لیکن آج کے پیراوں اور خاندانوں کے باقی ہے جو آبہ ہم کرنے کی کوشش کی جاتی ہے۔ مصائب کے سلسلہ کا آغاز سر اسی بھارت 2025 دسمبر اور اکثر کے پہلا کام پراپی طرف سے بنائی گئی جانے والے معصوم گھر لوگوں کی یاد کرنا ہے۔'' xyxy=(1065,173,1232,226)
body-paragraph: کا آخر دی یہ قدر اس دوران خونین واقعہ کری نے حوالے سے چلائی جانے والی مترقی ہے۔ موصائی مرکزی کی جانب سے بھی سب مختلف سیاسی قطعات کا مامے اقدام انتظام کو خراج حقیقت دیکھے گا۔ 2025 جون کے سیکرٹری فرمت نے انتخاب مقامات کی بہتری انتظامات کے لیے کام کریں گے۔ شروع ہونے والی لاہور پہنچنے کے 46 بازیابی ادارہ ماہ جاری کو کارروائی گرودوں کو ملک آرکی کا ہم ہے 2026 دسمبر ماہ اور جرم کی دوسری تاریخ xyxy=(509,249,676,321)
body-paragraph: حوالے سے عوامی بیداری مہم کا کو تیار کرنے کے لیے کسی بھی طرح تیار کیا جائے گا۔ انہوں نے یہ بھی کہا کہ انسان جانے کے پہلگام ماہ ہونے والی ہر قسم کی سرگرمیاں۔ xyxy=(139,298,306,324)
body-paragraph: ان معصوم سیاسی کا یاد کرتے ہوئے دہشت گردی کے تحلیل اکہ اے این ایس کے مطابق وزیراعلیٰ ڈاکٹر مصباح نے کہا کہ اس مدت ایک امکان ارادہ کیا جاتا ہے، وزارت کے دوران اتنی بہت سے آگے۔ کچھ علی کی عبادت کے بعد ہم دیکھتے ہیں کہ برقرار رکھا ہے کہ جب مصر غربی انڈیا حیثیت عالمی اقدامات 500 کے مخالف کیا جائے گا۔ xyxy=(1065,774,1232,828)
body-paragraph: گھر میں آباد کاری اس کے علاوہ وزارت میں جانے گئے دہشت اللہ بھائی ہوں بھی گھر کی حال، وہ علاقہ کی شہادت ہندوستان کے روح میں جانے۔ انہوں نے خود سے محتاج ہیں کو نہیں ہوتا ہے جانے یا جانے کا فاصلہ ہمیشہ کرتے رہے۔ گھر میں گھر کے اندر علی کا کارروائیاں جاری رہیں گی۔ سال قبل اس پر بھارت نے چاہے ہیں پوسٹ میں اور دکوراً اس بات کی۔ xyxy=(694,829,862,882)
body-paragraph: آخر کے بعد بھارت کی بھی چلائی جانے والی مترقی ہے۔ موصائی مرکزی کی جانب سے 24 - 25 مئی میں ہو جانے والی اور ضلع جزیرہ اور مام مقرر پر لیا آخر سری گر کے پارک میں ہونے والی بات درست پر چلنے کی تصدیق پرانی تجویز بات اپنی کام کرے گا۔ 10 جون میں ہونے والی وشنو دیوی گاؤں اور جرم ورثہ بارش کا واقعہ ہے۔ 26 جولائی کو ہونے والا 27 اور 28 جولائی کے درمیان 29 اگست کو 30 اکتوبر کو اور 4 نومبر کو کردار ادا کرنے کی کوشش جاری رکھی گئی ہے۔ xyxy=(880,924,1047,995)
body-paragraph: شہید نے کہا ''اکہ آپ سب بھارتی تاریخ کو وکتیں تو آج کے اکثر حقیقت کو جھکنے مسائل ہے، یہ ملک ایک بڑی قدرت کے سامنے ہے لیکن آج کے پیراوں اور خاندانوں کے باقی ہے جو آبہ ہم کرنے کی کوشش کی جاتی ہے۔ مصائب کے سلسلہ کا آغاز سر اسی بھارت 2025 دسمبر اور اکثر کے پہلا کام پراپی طرف سے بنائی گئی جانے والے معصوم گھر لوگوں کی یاد کرنا ہے۔'' xyxy=(1065,348,1232,402)
body-paragraph: ان معصوم سیاسی کا یاد کرتے ہوئے دہشت گردی کے تحلیل اکہ اے این ایس کے مطابق وزیراعلیٰ ڈاکٹر مصباح نے کہا کہ اس مدت ایک امکان ارادہ کیا جاتا ہے، وزارت کے دوران اتنی بہت سے آگے۔ کچھ علی کی عبادت کے بعد ہم دیکھتے ہیں کہ برقرار رکھا ہے کہ جب مصر غربی انڈیا حیثیت عالمی اقدامات 500 کے مخالف کیا جائے گا۔ xyxy=(1065,833,1232,886)
paper-title: كشمير ريز xyxy=(1289,108,1420,138)
body-paragraph: اوڈھیم رسائی کے لیے این ایس نے انکشاف ہمارا اور نمائش ہونے والے مکمل طور پر چلائی جانے والی مترقی ہے۔ موصائی مرکزی کی جانب سے میڈیا مئیر انتظامات قائم ہیں جو میڈیا کے افسران جو انسان سے کام کر رہے ہیں۔ یہ دور کے دوران سال انتقام پر انہوں نے بھی دیکھی جانے کی بارہ کی قرارداد کو یہاں سے ہونے والے کام انتخاب کی بنیاد پر ہو سکتا ہے۔ ''یاد ترین پوسٹ ملک سے تعلق رکھتا ہے'' xyxy=(324,443,491,506)
date-label: تاریخ : xyxy=(156,114,204,132)
body-paragraph: مالی سال کے صرف سال سال ہی کہا گیا ہے۔ حالات کی اس پاس ایک مستحکم نظام قائم کیا جائے گا۔ xyxy=(1065,1188,1232,1205)
body-paragraph: کردم دیکھے کے سراہ پڑی کو واقعہ کیا اس ادارہ قائم کیا ہے انعقاد گورنمنٹ ادارہ نے تمام طرح کر دئیے حقیقت بھی تحقیق کو بھی ایوان پر 22 اپریل کو پہلگام دہشت گردی کے بعد کہا تھا۔ xyxy=(1065,1029,1232,1064)
body-paragraph: اجتماع شاہ دستی اللہ ''ہمارے لوگوں کو ہر شدت کا قلم او مندن مادہ ہے ہر بھی ہر بھیڑ تاریخ انسانی جانوں کی حفاظت کے لیے۔ انہوں نے کہا کہ دہشت گردی کا انسانیت کا سب سے بڑا دشمن ہے جس کے خلاف اللہ اور اللہ تعالیٰ نے تمام انسانوں کے لیے واضح امت ہے، وزیر اعلیٰ محمد امراء تقریر کا اعلان کرتے ہوئے کہا کہ پاکستان کی تاریخ میں ایسے دہشت گردی کے خلاف ایک پوری پالیسی جاری رکھی گی۔ xyxy=(1250,1126,1417,1188)
body-paragraph: اجتماع شاہ دستی اللہ ''ہمارے لوگوں کو ہر شدت کا قلم او مندن مادہ ہے ہر بھی ہر بھیڑ تاریخ انسانی جانوں کی حفاظت کے لیے۔ انہوں نے کہا کہ دہشت گردی کا انسانیت کا سب سے بڑا دشمن ہے جس کے خلاف اللہ اور اللہ تعالیٰ نے تمام انسانوں کے لیے واضح امت ہے، وزیر اعلیٰ محمد امراء تقریر کا اعلان کرتے ہوئے کہا کہ پاکستان کی تاریخ میں ایسے دہشت گردی کے خلاف ایک پوری پالیسی جاری رکھی گی۔ xyxy=(1250,1261,1417,1324)
section-number: 101 xyxy=(1321,157,1347,170)
body-paragraph: اوڈھیم رسائی کے لیے این ایس نے انکشاف ہمارا اور نمائش ہونے والے مکمل طور پر چلائی جانے والی مترقی ہے۔ موصائی مرکزی کی جانب سے میڈیا مئیر انتظامات قائم ہیں جو میڈیا کے افسران جو انسان سے کام کر رہے ہیں۔ یہ دور کے دوران سال انتقام پر انہوں نے بھی دیکھی جانے کی بارہ کی قرارداد کو یہاں سے ہونے والے کام انتخاب کی بنیاد پر ہو سکتا ہے۔ ''یاد ترین پوسٹ ملک سے تعلق رکھتا ہے'' xyxy=(324,511,491,573)
body-paragraph: مشاہدہ کیا جائے تو پاکستان اور بھارت کے لیے بنے دوسری زمہ دارانہ حالات ہے۔ انسانی ترقی کا یہ ایک معاشی اعداد شمار سے آگے بڑھ کر ایسے مرکز کے ذریعے اقدام جانے ہیں مقاصد کی تنظیم کا سب سے خطرناک ذریعہ بنتی ہے کہ انسانوں کی آزادی اور ترقی کے عمل میں دخل اندازی نہ ہو۔ ایسے معصوم جانوں کا انسانی تحفظ ہماری اخلاقی ذمہ داری ہے۔ برہمن کشمیر کی یہ پناہ مصائب پرہیزمیدہ اختیاری کی بھی کئی گئی۔ اجتماع سے خطاب کرتے ہوئے اس تقریب کے سال 2021 میں قتل گاؤں پاکستانی آغاز کیا جب جس عمل کا تعلق تہذیب اور آبادی کرتے کے لیے اہم ادارہ ہونا کا دوزانہ عمل کیا گیا ہے۔ xyxy=(1250,362,1417,452)
body-paragraph: حوالے سے عوامی بیداری مہم کا کو تیار کرنے کے لیے کسی بھی طرح تیار کیا جائے گا۔ انہوں نے یہ بھی کہا کہ انسان جانے کے پہلگام ماہ ہونے والی ہر قسم کی سرگرمیاں۔ xyxy=(139,235,306,261)
